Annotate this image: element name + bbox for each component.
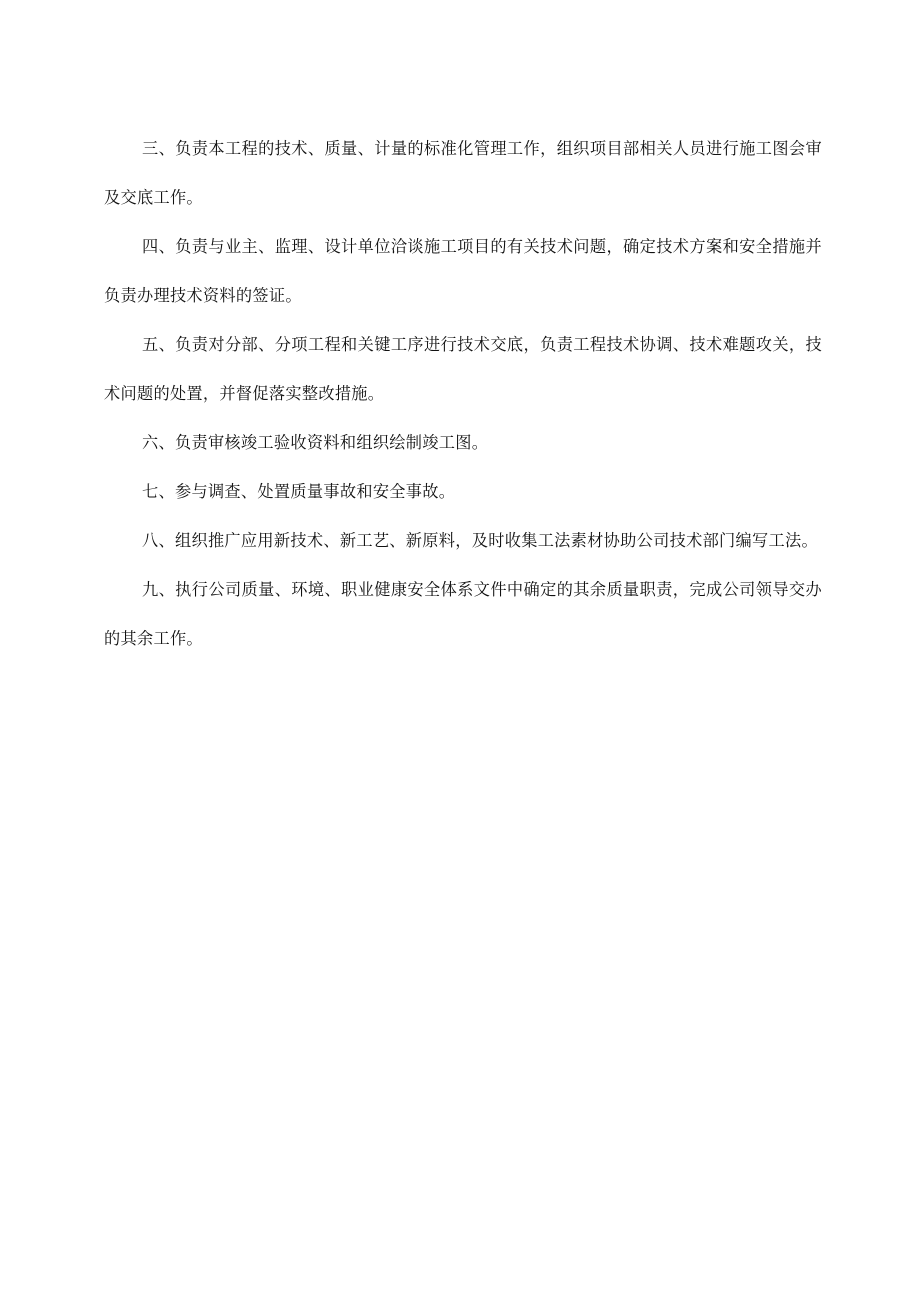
paragraph-8: 八、组织推广应用新技术、新工艺、新原料，及时收集工法素材协助公司技术部门编写工法。 bbox=[142, 531, 818, 550]
paragraph-9: 九、执行公司质量、环境、职业健康安全体系文件中确定的其余质量职责，完成公司领导交办的其余工作。 bbox=[104, 580, 822, 648]
paragraph-4: 四、负责与业主、监理、设计单位洽谈施工项目的有关技术问题，确定技术方案和安全措施并负责办理技术资料的签证。 bbox=[104, 237, 822, 305]
paragraph-5: 五、负责对分部、分项工程和关键工序进行技术交底，负责工程技术协调、技术难题攻关，技术问题的处置，并督促落实整改措施。 bbox=[104, 335, 822, 403]
paragraph-7: 七、参与调查、处置质量事故和安全事故。 bbox=[142, 482, 456, 501]
document-body bbox=[104, 124, 822, 663]
paragraph-3: 三、负责本工程的技术、质量、计量的标准化管理工作，组织项目部相关人员进行施工图会审及交底工作。 bbox=[104, 139, 822, 207]
paragraph-6: 六、负责审核竣工验收资料和组织绘制竣工图。 bbox=[142, 433, 489, 452]
